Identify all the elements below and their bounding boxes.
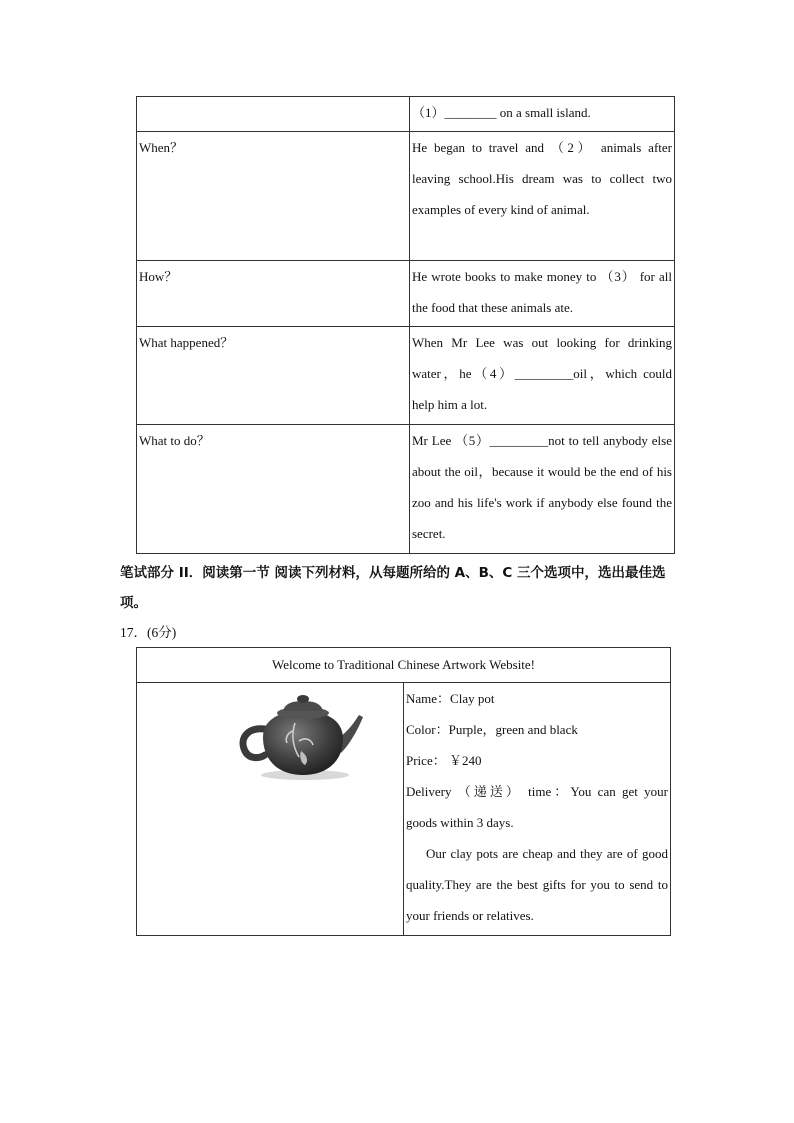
row-content: Mr Lee （5）_________not to tell anybody else about the oil，because it would be the end of his zoo and his life's work if anybody else found the secret. — [410, 425, 675, 554]
website-welcome-header: Welcome to Traditional Chinese Artwork Website! — [137, 648, 671, 683]
row-content: He began to travel and （2） animals after leaving school.His dream was to collect two examples of every kind of animal. — [410, 132, 675, 261]
product-name: Name：Clay pot — [406, 691, 495, 706]
table-row — [137, 261, 675, 327]
product-image-cell — [137, 683, 404, 936]
product-description: Our clay pots are cheap and they are of good quality.They are the best gifts for you to send to your friends or relatives. — [406, 846, 668, 923]
table-row — [137, 425, 675, 554]
product-price: Price： ￥240 — [406, 753, 482, 768]
section-heading: 笔试部分 II．阅读第一节 阅读下列材料，从每题所给的 A、B、C 三个选项中，选出最佳选项。 — [120, 565, 666, 611]
story-table — [136, 96, 675, 554]
table-header-row — [137, 648, 671, 683]
row-label: When？ — [137, 132, 410, 261]
table-row — [137, 132, 675, 261]
row-content: （1）________ on a small island. — [410, 97, 675, 132]
product-color: Color：Purple，green and black — [406, 722, 578, 737]
teapot-icon — [237, 691, 363, 781]
question-number: 17．(6分) — [120, 625, 177, 640]
product-delivery: Delivery （递送） time：You can get your goods within 3 days. — [406, 784, 668, 830]
table-row — [137, 97, 675, 132]
artwork-table — [136, 647, 671, 936]
table-row — [137, 327, 675, 425]
row-content: When Mr Lee was out looking for drinking water，he（4）_________oil，which could help him a lot. — [410, 327, 675, 425]
row-label: What to do？ — [137, 425, 410, 554]
row-label — [137, 97, 410, 132]
product-info-cell — [404, 683, 671, 936]
table-row — [137, 683, 671, 936]
row-label: How？ — [137, 261, 410, 327]
row-content: He wrote books to make money to （3） for all the food that these animals ate. — [410, 261, 675, 327]
row-label: What happened？ — [137, 327, 410, 425]
